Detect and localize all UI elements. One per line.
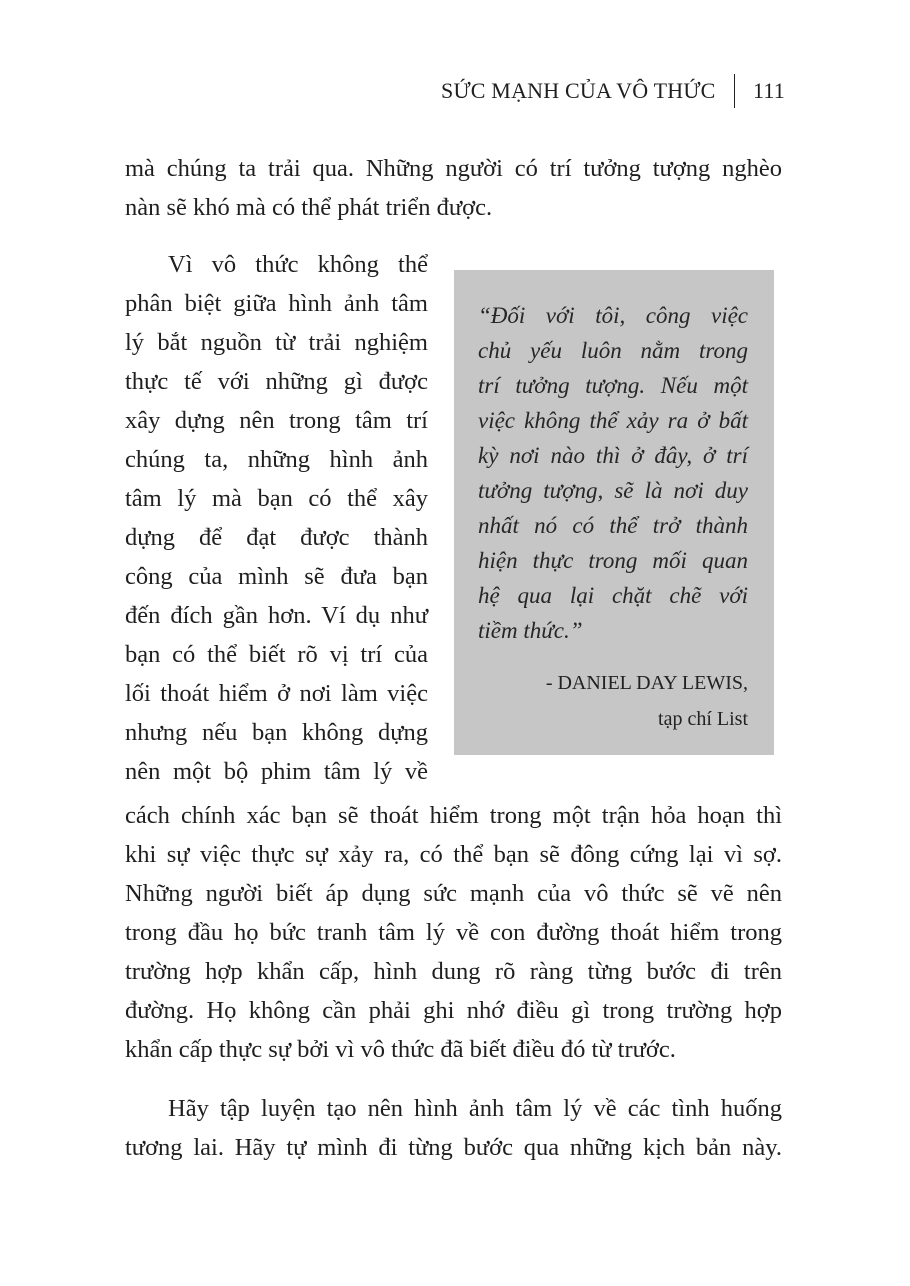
body-text-line: khi sự việc thực sự xảy ra, có thể bạn sẽ đông cứng lại vì sợ.: [125, 841, 782, 868]
body-text-line: lối thoát hiểm ở nơi làm việc: [125, 680, 428, 707]
body-text-line: bạn có thể biết rõ vị trí của: [125, 641, 428, 668]
quote-line: hiện thực trong mối quan: [478, 548, 748, 573]
quote-source: tạp chí List: [658, 708, 748, 730]
quote-line: “Đối với tôi, công việc: [478, 303, 748, 328]
quote-line: trí tưởng tượng. Nếu một: [478, 373, 748, 398]
body-text-line: nàn sẽ khó mà có thể phát triển được.: [125, 194, 493, 221]
body-text-line: trong đầu họ bức tranh tâm lý về con đường thoát hiểm trong: [125, 919, 782, 946]
quote-line: nhất nó có thể trở thành: [478, 513, 748, 538]
body-text-line: nên một bộ phim tâm lý về: [125, 758, 428, 785]
body-text-line: đường. Họ không cần phải ghi nhớ điều gì trong trường hợp: [125, 997, 782, 1024]
body-text-line: Những người biết áp dụng sức mạnh của vô thức sẽ vẽ nên: [125, 880, 782, 907]
quote-line: việc không thể xảy ra ở bất: [478, 408, 748, 433]
body-text-line: tâm lý mà bạn có thể xây: [125, 485, 428, 512]
body-text-line: lý bắt nguồn từ trải nghiệm: [125, 329, 428, 356]
body-text-line: công của mình sẽ đưa bạn: [125, 563, 428, 590]
quote-line: tiềm thức.”: [478, 618, 583, 643]
quote-author: - DANIEL DAY LEWIS,: [545, 672, 748, 694]
body-text-line: đến đích gần hơn. Ví dụ như: [125, 602, 428, 629]
body-text-line: dựng để đạt được thành: [125, 524, 428, 551]
body-text-line: phân biệt giữa hình ảnh tâm: [125, 290, 428, 317]
body-text-line: cách chính xác bạn sẽ thoát hiểm trong một trận hỏa hoạn thì: [125, 802, 782, 829]
body-text-line: Vì vô thức không thể: [168, 251, 428, 278]
body-text-line: mà chúng ta trải qua. Những người có trí tưởng tượng nghèo: [125, 155, 782, 182]
body-text-line: khẩn cấp thực sự bởi vì vô thức đã biết điều đó từ trước.: [125, 1036, 676, 1063]
body-text-line: nhưng nếu bạn không dựng: [125, 719, 428, 746]
body-text-line: chúng ta, những hình ảnh: [125, 446, 428, 473]
body-text-line: trường hợp khẩn cấp, hình dung rõ ràng từng bước đi trên: [125, 958, 782, 985]
quote-line: chủ yếu luôn nằm trong: [478, 338, 748, 363]
page-number: 111: [753, 78, 785, 103]
quote-line: hệ qua lại chặt chẽ với: [478, 583, 748, 608]
quote-line: tưởng tượng, sẽ là nơi duy: [478, 478, 748, 503]
quote-box: [454, 270, 774, 755]
running-header: [441, 73, 785, 109]
chapter-title: SỨC MẠNH CỦA VÔ THỨC: [441, 78, 716, 103]
quote-line: kỳ nơi nào thì ở đây, ở trí: [478, 443, 748, 468]
body-text-line: xây dựng nên trong tâm trí: [125, 407, 428, 434]
body-text-line: thực tế với những gì được: [125, 368, 428, 395]
body-text-line: tương lai. Hãy tự mình đi từng bước qua những kịch bản này.: [125, 1134, 782, 1161]
body-text-line: Hãy tập luyện tạo nên hình ảnh tâm lý về các tình huống: [168, 1095, 782, 1122]
